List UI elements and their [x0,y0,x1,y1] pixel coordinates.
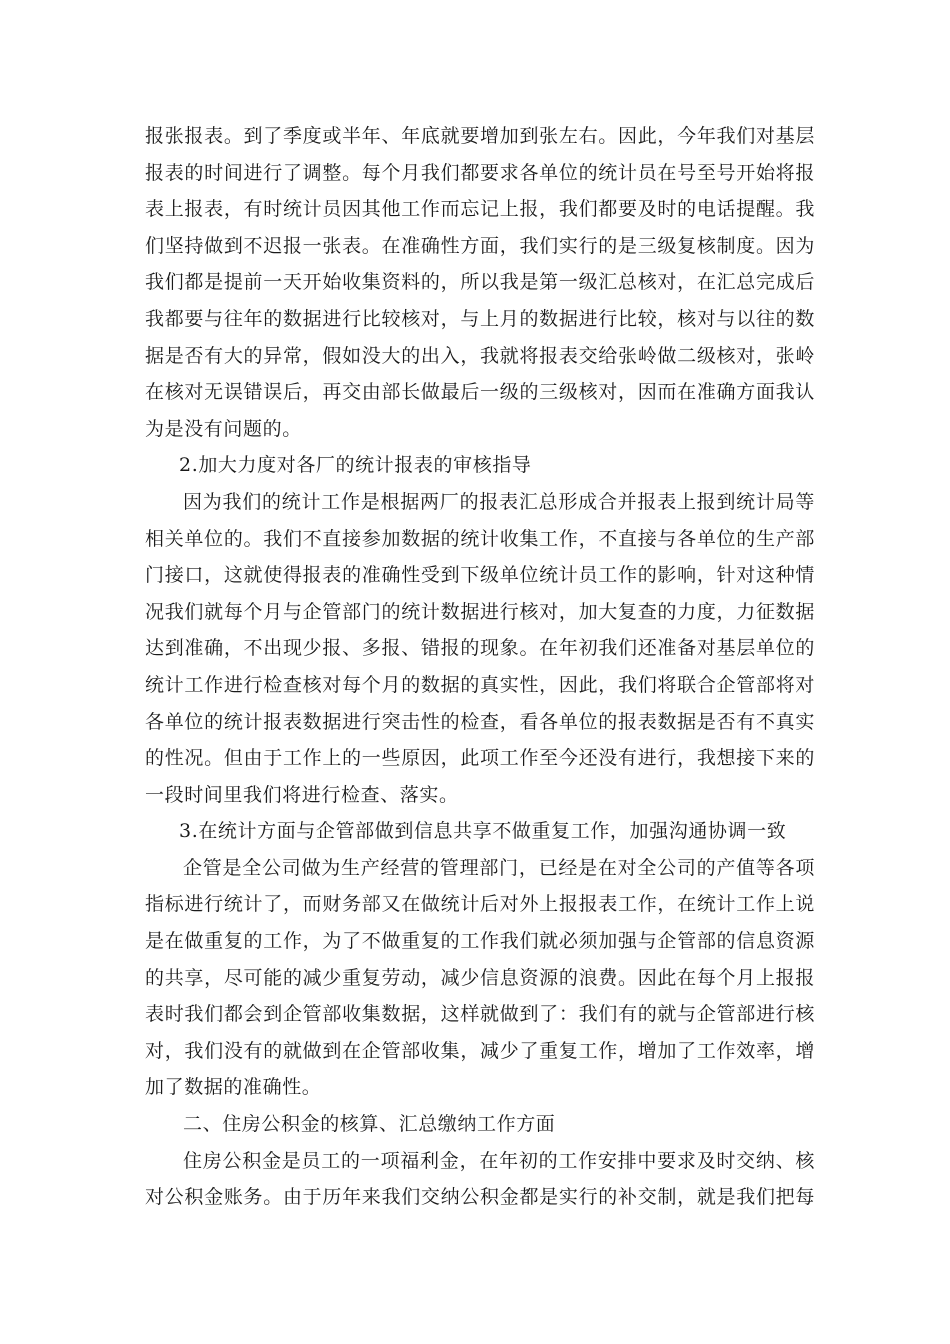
body-line: 相关单位的。我们不直接参加数据的统计收集工作，不直接与各单位的生产部 [145,527,815,550]
body-line: 加了数据的准确性。 [145,1076,322,1099]
chapter-heading-housing-fund: 二、住房公积金的核算、汇总缴纳工作方面 [183,1113,556,1136]
body-line: 各单位的统计报表数据进行突击性的检查，看各单位的报表数据是否有不真实 [145,710,815,733]
body-line: 的共享，尽可能的减少重复劳动，减少信息资源的浪费。因此在每个月上报报 [145,966,815,989]
paragraph-first-line: 住房公积金是员工的一项福利金，在年初的工作安排中要求及时交纳、核 [183,1149,815,1172]
body-line: 们坚持做到不迟报一张表。在准确性方面，我们实行的是三级复核制度。因为 [145,234,815,257]
body-line: 达到准确，不出现少报、多报、错报的现象。在年初我们还准备对基层单位的 [145,637,815,660]
body-line: 表时我们都会到企管部收集数据，这样就做到了：我们有的就与企管部进行核 [145,1003,815,1026]
body-line: 表上报表，有时统计员因其他工作而忘记上报，我们都要及时的电话提醒。我 [145,198,815,221]
body-line: 是在做重复的工作，为了不做重复的工作我们就必须加强与企管部的信息资源 [145,930,815,953]
body-line: 对，我们没有的就做到在企管部收集，减少了重复工作，增加了工作效率，增 [145,1039,815,1062]
document-body [145,118,815,1216]
body-line: 在核对无误错误后，再交由部长做最后一级的三级核对，因而在准确方面我认 [145,381,815,404]
body-line: 的性况。但由于工作上的一些原因，此项工作至今还没有进行，我想接下来的 [145,747,815,770]
body-line: 指标进行统计了，而财务部又在做统计后对外上报报表工作，在统计工作上说 [145,893,815,916]
body-line: 为是没有问题的。 [145,417,302,440]
body-line: 门接口，这就使得报表的准确性受到下级单位统计员工作的影响，针对这种情 [145,564,815,587]
body-line: 统计工作进行检查核对每个月的数据的真实性，因此，我们将联合企管部将对 [145,673,815,696]
body-line: 一段时间里我们将进行检查、落实。 [145,783,459,806]
body-line: 我都要与往年的数据进行比较核对，与上月的数据进行比较，核对与以往的数 [145,307,815,330]
body-line: 据是否有大的异常，假如没大的出入，我就将报表交给张岭做二级核对，张岭 [145,344,815,367]
paragraph-first-line: 企管是全公司做为生产经营的管理部门，已经是在对全公司的产值等各项 [183,856,815,879]
body-line: 对公积金账务。由于历年来我们交纳公积金都是实行的补交制，就是我们把每 [145,1186,815,1209]
section-heading-2: 2.加大力度对各厂的统计报表的审核指导 [179,454,532,477]
body-line: 报表的时间进行了调整。每个月我们都要求各单位的统计员在号至号开始将报 [145,161,815,184]
body-line: 况我们就每个月与企管部门的统计数据进行核对，加大复查的力度，力征数据 [145,600,815,623]
body-line: 我们都是提前一天开始收集资料的，所以我是第一级汇总核对，在汇总完成后 [145,271,815,294]
paragraph-first-line: 因为我们的统计工作是根据两厂的报表汇总形成合并报表上报到统计局等 [183,490,815,513]
section-heading-3: 3.在统计方面与企管部做到信息共享不做重复工作，加强沟通协调一致 [179,820,787,843]
body-line: 报张报表。到了季度或半年、年底就要增加到张左右。因此，今年我们对基层 [145,125,815,147]
